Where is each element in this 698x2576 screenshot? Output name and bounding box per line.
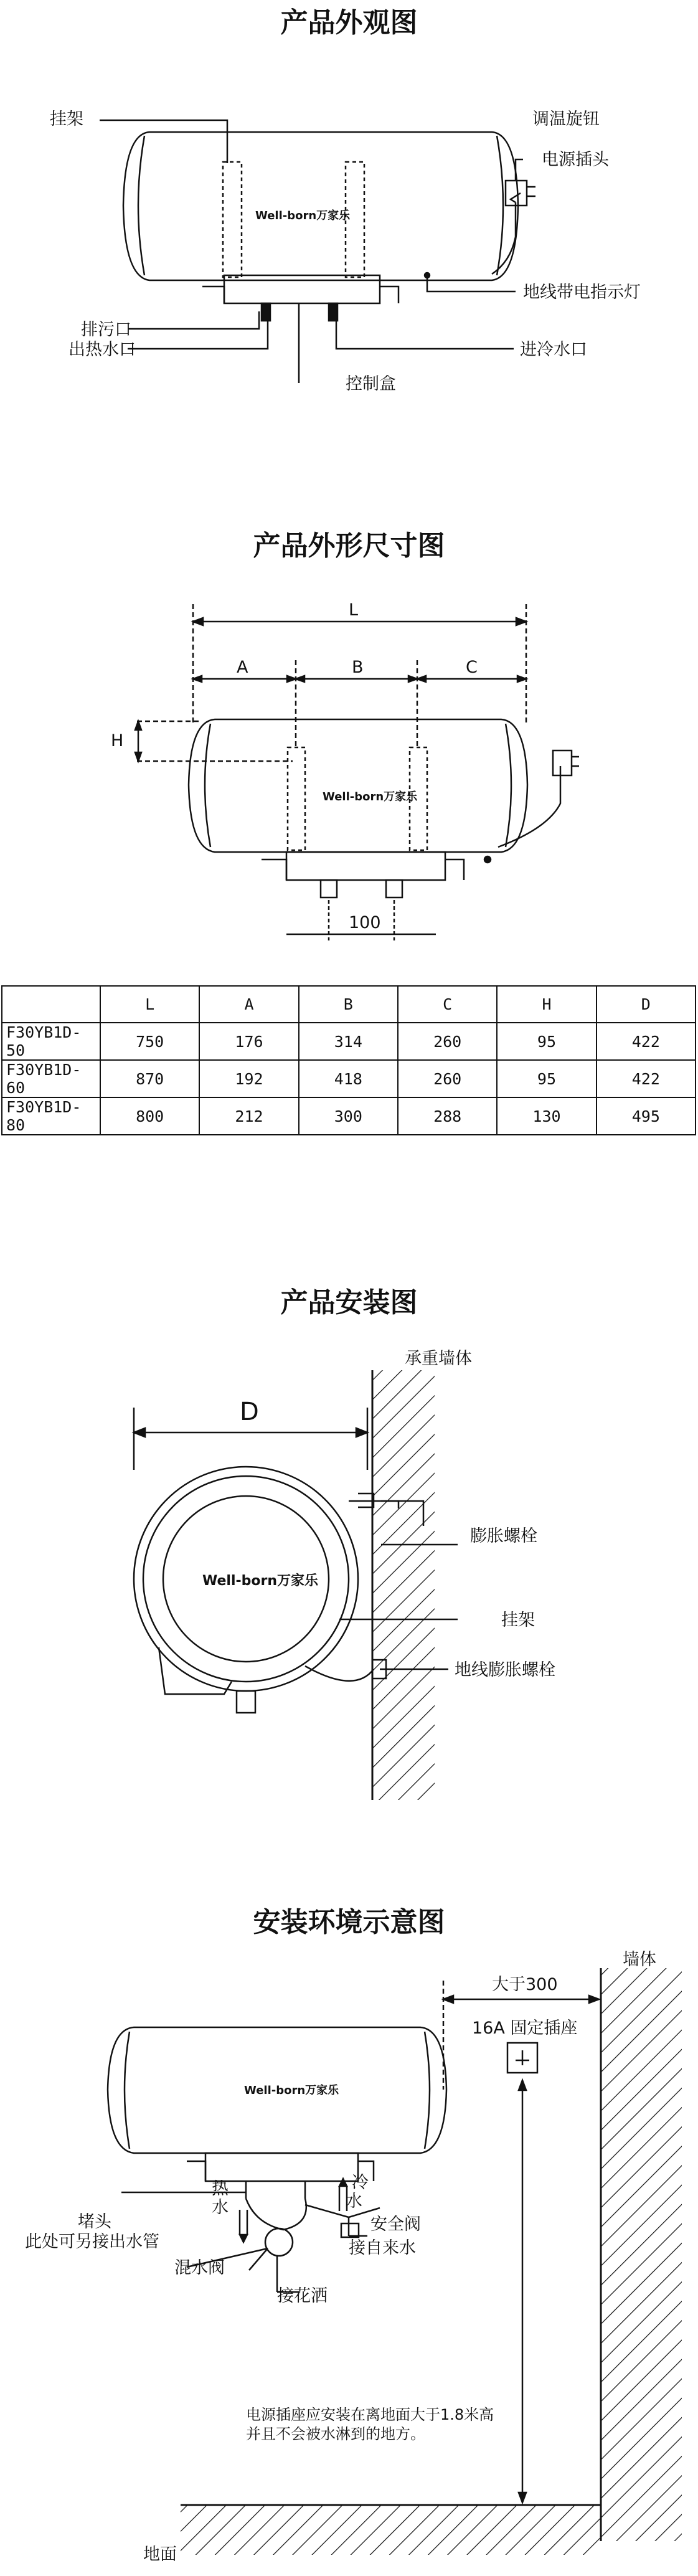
bracket-left [223,162,242,277]
label-cold-1: 冷 [352,2173,369,2192]
label-ground-bolt: 地线膨胀螺栓 [455,1660,555,1680]
table-header-cell: L [100,986,199,1023]
table-cell: 800 [100,1097,199,1135]
table-cell: 870 [100,1060,199,1097]
table-row [2,1097,696,1135]
table-cell: F30YB1D-50 [2,1023,100,1060]
table-header-cell [2,986,100,1023]
table-cell: 422 [597,1060,696,1097]
dim-C: C [466,658,478,677]
label-from-supply: 接自来水 [349,2238,416,2258]
label-safety-valve: 安全阀 [370,2215,421,2234]
note-line-2: 并且不会被水淋到的地方。 [246,2425,425,2443]
bearing-wall [372,1370,435,1800]
dim-L: L [349,600,359,620]
dim-pipe-gap: 100 [349,913,381,932]
dimension-table [1,985,696,1135]
table-header-cell: H [497,986,596,1023]
environment-title: 安装环境示意图 [253,1906,445,1938]
table-cell: 300 [299,1097,398,1135]
label-power-plug: 电源插头 [542,150,609,169]
label-hot-1: 热 [212,2179,229,2199]
table-cell: F30YB1D-80 [2,1097,100,1135]
table-cell: 495 [597,1097,696,1135]
table-cell: 95 [497,1023,596,1060]
label-drain: 排污口 [81,320,131,339]
dimensions-title: 产品外形尺寸图 [253,530,445,562]
dim-H: H [111,731,124,751]
table-header-cell: B [299,986,398,1023]
dimensions-diagram [0,561,698,984]
label-shower: 接花洒 [277,2286,328,2306]
dim-D: D [240,1398,259,1426]
installation-diagram [0,1345,698,1856]
label-cold-2: 水 [346,2192,362,2211]
table-cell: F30YB1D-60 [2,1060,100,1097]
label-ground-light: 地线带电指示灯 [523,283,641,302]
table-row [2,1060,696,1097]
table-cell: 95 [497,1060,596,1097]
brand-logo-install: Well-born万家乐 [202,1573,318,1589]
table-cell: 260 [398,1023,497,1060]
table-cell: 418 [299,1060,398,1097]
table-cell: 192 [199,1060,298,1097]
table-cell: 260 [398,1060,497,1097]
table-row [2,1023,696,1060]
brand-logo-env: Well-born万家乐 [244,2084,339,2097]
appearance-title: 产品外观图 [280,7,418,39]
label-control-box: 控制盒 [346,374,396,394]
label-wall: 墙体 [623,1950,656,1969]
table-header-row [2,986,696,1023]
installation-title: 产品安装图 [280,1287,418,1319]
label-expansion-bolt: 膨胀螺栓 [470,1527,537,1546]
ground-floor [181,2505,601,2555]
label-ground: 地面 [143,2545,177,2564]
label-bracket-install: 挂架 [501,1611,535,1630]
appearance-diagram [0,0,698,436]
label-bracket: 挂架 [50,110,83,129]
table-header-cell: A [199,986,298,1023]
label-bearing-wall: 承重墙体 [405,1349,472,1368]
label-temp-knob: 调温旋钮 [532,110,600,129]
note-line-1: 电源插座应安装在离地面大于1.8米高 [246,2406,494,2423]
label-plug: 堵头 [78,2212,111,2232]
table-cell: 422 [597,1023,696,1060]
tank-body [123,132,518,280]
label-plug-note: 此处可另接出水管 [25,2232,159,2252]
dim-B: B [352,658,364,677]
table-cell: 314 [299,1023,398,1060]
table-cell: 176 [199,1023,298,1060]
label-hot-2: 水 [212,2198,229,2217]
environment-diagram [0,1950,698,2576]
label-socket: 16A 固定插座 [472,2019,578,2038]
table-cell: 130 [497,1097,596,1135]
label-min-gap: 大于300 [492,1975,558,1994]
dim-A: A [237,658,248,677]
table-cell: 288 [398,1097,497,1135]
table-header-cell: C [398,986,497,1023]
table-cell: 212 [199,1097,298,1135]
brand-logo-dims: Well-born万家乐 [323,790,418,803]
table-cell: 750 [100,1023,199,1060]
brand-logo: Well-born万家乐 [255,209,351,222]
label-cold-inlet: 进冷水口 [520,340,587,359]
table-header-cell: D [597,986,696,1023]
side-wall [601,1968,682,2541]
label-mix-valve: 混水阀 [174,2258,225,2278]
label-hot-outlet: 出热水口 [68,340,136,359]
